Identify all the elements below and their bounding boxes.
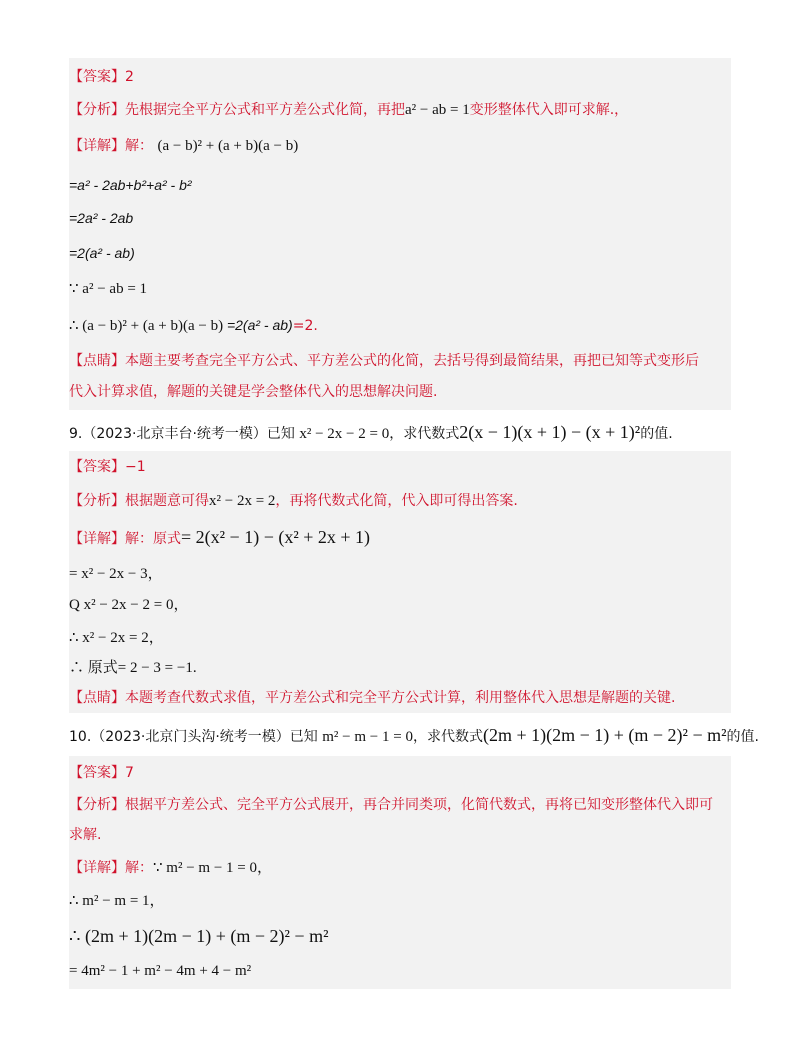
- step-line: [69, 658, 197, 678]
- detail-line: [69, 858, 272, 878]
- detail-expression: (a − b)² + (a + b)(a − b): [157, 138, 299, 154]
- question-text: 已知: [266, 426, 295, 442]
- question-text: 已知: [289, 729, 318, 745]
- answer-label: 【答案】: [69, 459, 125, 475]
- answer-label: 【答案】: [69, 765, 125, 781]
- comment-line: [69, 688, 675, 708]
- detail-intro: 解：原式: [125, 531, 181, 547]
- question-condition: x² − 2x − 2 = 0: [299, 426, 390, 442]
- answer-line: [69, 67, 134, 87]
- question-source: （2023·北京门头沟·统考一模）: [91, 729, 290, 745]
- detail-intro: 解：: [125, 138, 153, 154]
- question-condition: m² − m − 1 = 0: [322, 729, 413, 745]
- analysis-text: 根据题意可得: [125, 493, 209, 509]
- analysis-text-end: 变形整体代入即可求解.，: [469, 102, 629, 118]
- detail-label: 【详解】: [69, 531, 125, 547]
- question-text: ，求代数式: [412, 729, 483, 745]
- analysis-label: 【分析】: [69, 493, 125, 509]
- detail-line: [69, 527, 370, 547]
- step-expression: = 2 − 3 = −1.: [117, 660, 197, 676]
- analysis-text: 先根据完全平方公式和平方差公式化简，再把: [125, 102, 405, 118]
- step-line: =a² - 2ab+b²+a² - b²: [69, 177, 192, 193]
- answer-value: −1: [125, 459, 146, 475]
- question-source: （2023·北京丰台·统考一模）: [82, 426, 267, 442]
- step-line: ∵ a² − ab = 1: [69, 281, 148, 297]
- detail-expression: = 2(x² − 1) − (x² + 2x + 1): [181, 527, 371, 547]
- question-expression: (2m + 1)(2m − 1) + (m − 2)² − m²: [482, 725, 727, 745]
- question-10: [69, 724, 759, 748]
- analysis-text-cont: 求解.: [69, 827, 102, 843]
- comment-label: 【点睛】: [69, 690, 125, 706]
- analysis-text: 根据平方差公式、完全平方公式展开，再合并同类项，化简代数式，再将已知变形整体代入即可: [125, 797, 713, 813]
- analysis-line: [69, 491, 518, 511]
- step-prefix: ∴ 原式: [69, 660, 118, 676]
- answer-line: [69, 763, 134, 783]
- step-line: ∴ m² − m = 1，: [69, 893, 165, 909]
- solution-block-8: [69, 58, 731, 410]
- analysis-math: x² − 2x = 2: [209, 493, 276, 509]
- analysis-label: 【分析】: [69, 102, 125, 118]
- question-9: [69, 421, 673, 445]
- comment-text-cont: 代入计算求值，解题的关键是学会整体代入的思想解决问题.: [69, 384, 438, 400]
- step-line: Q x² − 2x − 2 = 0，: [69, 597, 189, 613]
- detail-label: 【详解】: [69, 860, 125, 876]
- step-line: ∴ x² − 2x = 2，: [69, 630, 164, 646]
- step-line: [69, 315, 318, 335]
- detail-expression: ∵ m² − m − 1 = 0，: [153, 860, 273, 876]
- answer-label: 【答案】: [69, 69, 125, 85]
- step-line: =2(a² - ab): [69, 245, 135, 261]
- comment-text: 本题考查代数式求值，平方差公式和完全平方公式计算，利用整体代入思想是解题的关键.: [125, 690, 676, 706]
- detail-intro: 解：: [125, 860, 153, 876]
- analysis-text-end: ，再将代数式化简，代入即可得出答案.: [275, 493, 518, 509]
- step-middle: =2(a² - ab): [223, 317, 293, 333]
- analysis-label: 【分析】: [69, 797, 125, 813]
- step-line: = x² − 2x − 3，: [69, 566, 163, 582]
- detail-line: [69, 136, 298, 156]
- question-text: 的值.: [726, 729, 759, 745]
- answer-value: 7: [125, 765, 134, 781]
- question-number: 9.: [69, 426, 83, 442]
- step-line: ∴ (2m + 1)(2m − 1) + (m − 2)² − m²: [69, 926, 329, 946]
- step-expression: ∴ (a − b)² + (a + b)(a − b): [69, 318, 224, 334]
- question-text: ，求代数式: [389, 426, 460, 442]
- analysis-line: [69, 795, 713, 815]
- step-line: = 4m² − 1 + m² − 4m + 4 − m²: [69, 963, 252, 979]
- analysis-line: [69, 100, 628, 120]
- step-result: =2.: [292, 318, 318, 334]
- solution-block-10: [69, 756, 731, 989]
- comment-text: 本题主要考查完全平方公式、平方差公式的化简，去括号得到最简结果，再把已知等式变形后: [125, 353, 699, 369]
- step-line: =2a² - 2ab: [69, 210, 134, 226]
- question-number: 10.: [69, 729, 92, 745]
- analysis-math: a² − ab = 1: [405, 102, 470, 118]
- solution-block-9: [69, 451, 731, 713]
- answer-line: [69, 457, 146, 477]
- answer-value: 2: [125, 69, 134, 85]
- comment-label: 【点睛】: [69, 353, 125, 369]
- comment-line: [69, 351, 699, 371]
- detail-label: 【详解】: [69, 138, 125, 154]
- question-text: 的值.: [640, 426, 673, 442]
- question-expression: 2(x − 1)(x + 1) − (x + 1)²: [459, 422, 641, 442]
